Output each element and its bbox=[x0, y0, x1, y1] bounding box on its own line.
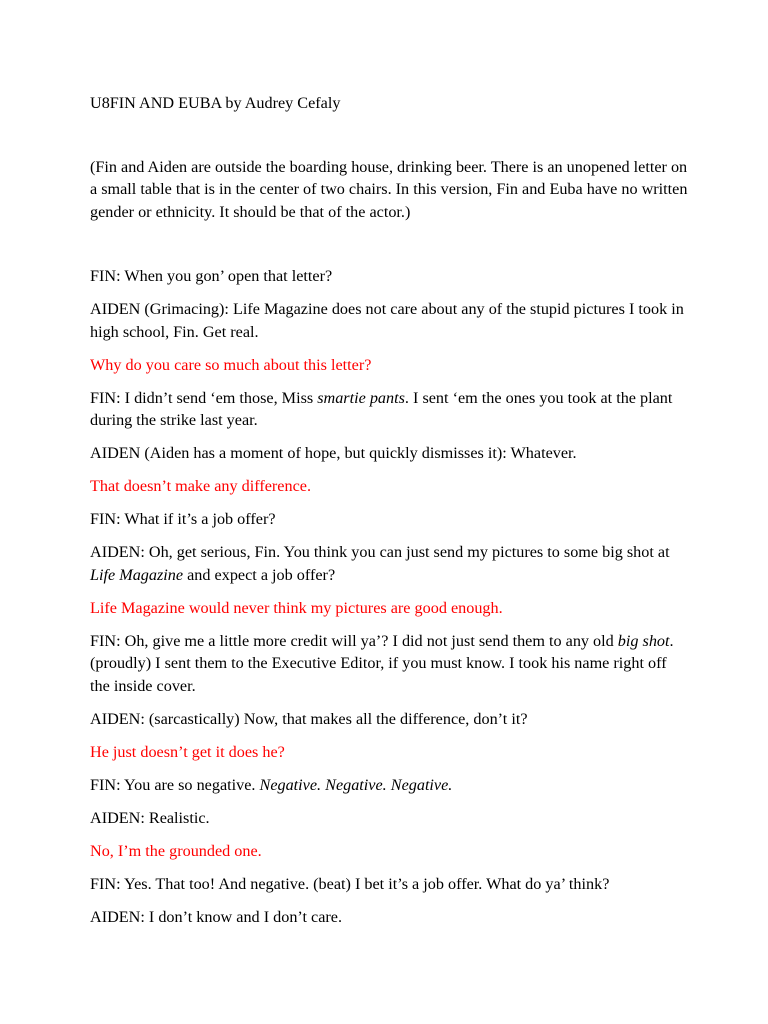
script-page bbox=[90, 92, 690, 939]
dialogue-line-fin: FIN: When you gon’ open that letter? bbox=[90, 267, 333, 285]
dialogue-text: FIN: You are so negative. bbox=[90, 775, 260, 794]
dialogue-line-fin bbox=[90, 387, 690, 432]
dialogue-text: FIN: Oh, give me a little more credit will ya’? I did not just send them to any old bbox=[90, 631, 618, 650]
dialogue-line-aiden: AIDEN: I don’t know and I don’t care. bbox=[90, 907, 343, 926]
dialogue-text: . I sent ‘em the ones you took at the plant during the strike last year. bbox=[90, 388, 673, 429]
dialogue-line-fin bbox=[90, 630, 690, 698]
dialogue-line-aiden: AIDEN (Grimacing): Life Magazine does not care about any of the stupid pictures I took in high school, Fin. Get real. bbox=[90, 300, 684, 341]
dialogue-text: and expect a job offer? bbox=[183, 565, 336, 584]
dialogue-line-aiden: AIDEN: (sarcastically) Now, that makes all the difference, don’t it? bbox=[90, 709, 528, 728]
dialogue-line-aiden: AIDEN (Aiden has a moment of hope, but quickly dismisses it): Whatever. bbox=[90, 444, 577, 462]
emphasis-text: Life Magazine bbox=[90, 565, 184, 584]
dialogue-line-fin: FIN: What if it’s a job offer? bbox=[90, 510, 276, 528]
inner-thought-line: No, I’m the grounded one. bbox=[90, 841, 262, 860]
dialogue-text: . (proudly) I sent them to the Executive Editor, if you must know. I took his name right off the inside cover. bbox=[90, 631, 674, 695]
inner-thought-line: Why do you care so much about this letter? bbox=[90, 355, 372, 374]
dialogue-line-fin: FIN: Yes. That too! And negative. (beat) I bet it’s a job offer. What do ya’ think? bbox=[90, 874, 610, 893]
opening-stage-direction: (Fin and Aiden are outside the boarding house, drinking beer. There is an unopened letter on a small table that is in the center of two chairs. In this version, Fin and Euba have no written gender or ethnicity. It should be that of the actor.) bbox=[90, 157, 688, 221]
dialogue-line-aiden: AIDEN: Realistic. bbox=[90, 808, 210, 827]
inner-thought-line: Life Magazine would never think my pictures are good enough. bbox=[90, 598, 503, 617]
emphasis-text: Negative. Negative. Negative. bbox=[259, 775, 453, 794]
dialogue-line-aiden bbox=[90, 541, 690, 586]
inner-thought-line: That doesn’t make any difference. bbox=[90, 477, 311, 495]
emphasis-text: smartie pants bbox=[317, 388, 405, 407]
emphasis-text: big shot bbox=[617, 631, 670, 650]
dialogue-line-fin bbox=[90, 774, 690, 797]
inner-thought-line: He just doesn’t get it does he? bbox=[90, 742, 285, 761]
script-title: U8FIN AND EUBA by Audrey Cefaly bbox=[90, 94, 341, 112]
dialogue-text: FIN: I didn’t send ‘em those, Miss bbox=[90, 388, 318, 407]
dialogue-text: AIDEN: Oh, get serious, Fin. You think you can just send my pictures to some big shot at bbox=[90, 543, 670, 561]
